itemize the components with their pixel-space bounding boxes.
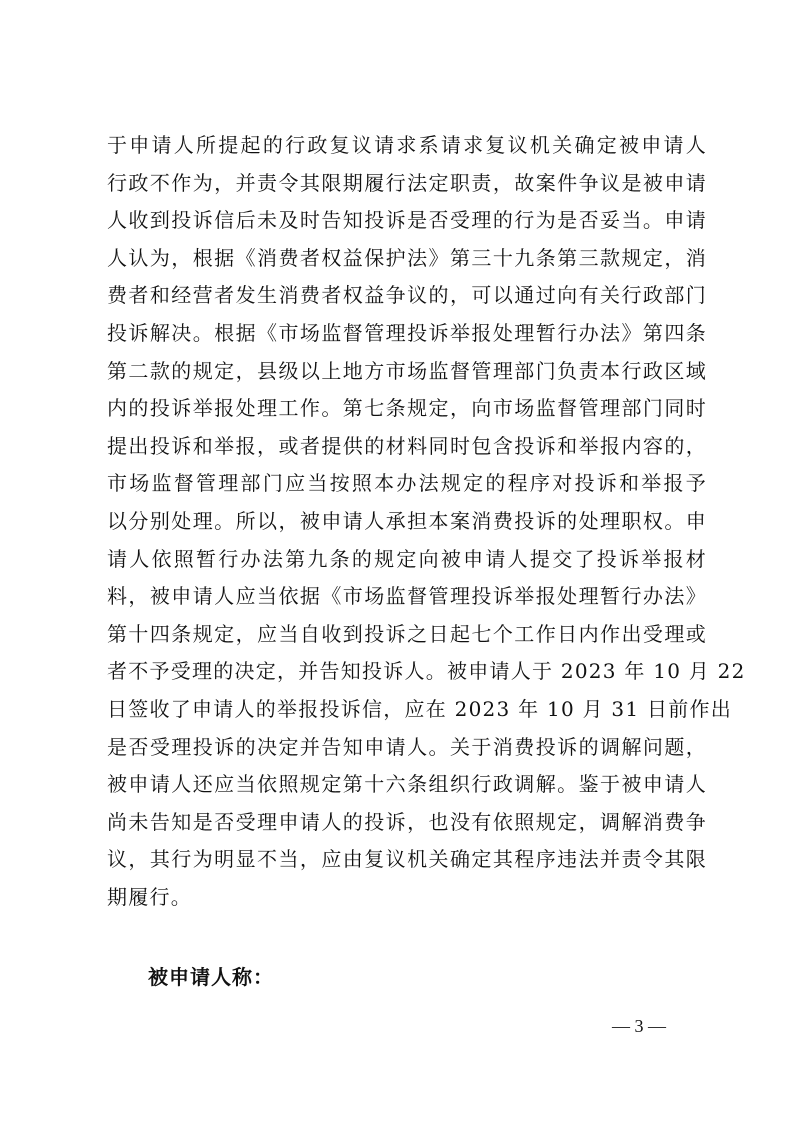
paragraph-line: 投诉解决。根据《市场监督管理投诉举报处理暂行办法》第四条 bbox=[107, 320, 707, 345]
paragraph-line: 者不予受理的决定，并告知投诉人。被申请人于 2023 年 10 月 22 bbox=[107, 659, 746, 684]
paragraph-line: 尚未告知是否受理申请人的投诉，也没有依照规定，调解消费争 bbox=[107, 809, 707, 834]
section-heading: 被申请人称： bbox=[148, 965, 274, 989]
paragraph-line: 第十四条规定，应当自收到投诉之日起七个工作日内作出受理或 bbox=[107, 621, 707, 646]
paragraph-line: 市场监督管理部门应当按照本办法规定的程序对投诉和举报予 bbox=[107, 471, 707, 496]
paragraph-line: 人认为，根据《消费者权益保护法》第三十九条第三款规定，消 bbox=[107, 245, 707, 270]
paragraph-line: 内的投诉举报处理工作。第七条规定，向市场监督管理部门同时 bbox=[107, 396, 707, 421]
paragraph-line: 议，其行为明显不当，应由复议机关确定其程序违法并责令其限 bbox=[107, 847, 707, 872]
paragraph-line: 提出投诉和举报，或者提供的材料同时包含投诉和举报内容的， bbox=[107, 433, 707, 458]
paragraph-line: 于申请人所提起的行政复议请求系请求复议机关确定被申请人 bbox=[107, 133, 707, 157]
paragraph-line: 料，被申请人应当依据《市场监督管理投诉举报处理暂行办法》 bbox=[107, 584, 707, 609]
body-paragraph bbox=[107, 127, 746, 916]
paragraph-line: 行政不作为，并责令其限期履行法定职责，故案件争议是被申请 bbox=[107, 170, 707, 195]
paragraph-line: 费者和经营者发生消费者权益争议的，可以通过向有关行政部门 bbox=[107, 283, 707, 308]
paragraph-line: 被申请人还应当依照规定第十六条组织行政调解。鉴于被申请人 bbox=[107, 772, 707, 797]
paragraph-line: 以分别处理。所以，被申请人承担本案消费投诉的处理职权。申 bbox=[107, 508, 707, 533]
paragraph-line: 是否受理投诉的决定并告知申请人。关于消费投诉的调解问题， bbox=[107, 734, 707, 759]
paragraph-line: 期履行。 bbox=[107, 884, 192, 909]
paragraph-line: 日签收了申请人的举报投诉信，应在 2023 年 10 月 31 日前作出 bbox=[107, 696, 732, 721]
paragraph-line: 请人依照暂行办法第九条的规定向被申请人提交了投诉举报材 bbox=[107, 546, 707, 571]
paragraph-line: 人收到投诉信后未及时告知投诉是否受理的行为是否妥当。申请 bbox=[107, 208, 707, 233]
page-number: — 3 — bbox=[612, 1016, 666, 1036]
paragraph-line: 第二款的规定，县级以上地方市场监督管理部门负责本行政区域 bbox=[107, 358, 707, 383]
